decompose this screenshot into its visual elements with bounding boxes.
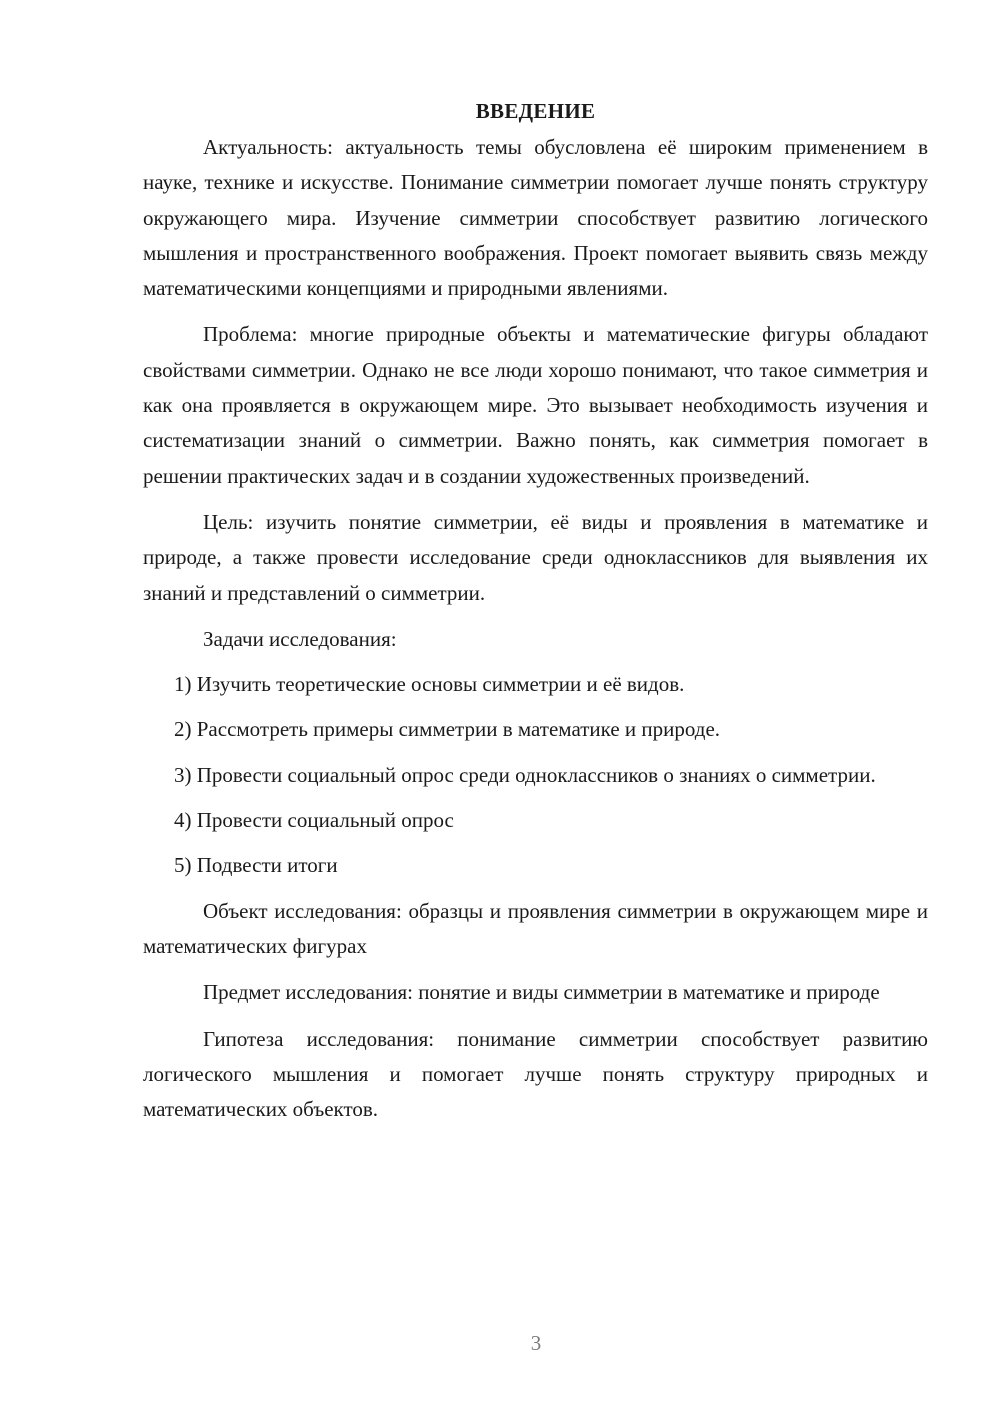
paragraph-problem: Проблема: многие природные объекты и математические фигуры обладают свойствами симметрии. Однако не все люди хорошо понимают, что такое симметрия и как она проявляется в окружающем мире. Это вызывает необходимость изучения и систематизации знаний о симметрии. Важно понять, как симметрия помогает в решении практических задач и в создании художественных произведений. [143,322,928,488]
paragraph-relevance: Актуальность: актуальность темы обусловлена её широким применением в науке, технике и искусстве. Понимание симметрии помогает лучше понять структуру окружающего мира. Изучение симметрии способствует развитию логического мышления и пространственного воображения. Проект помогает выявить связь между математическими концепциями и природными явлениями. [143,135,928,301]
paragraph-object: Объект исследования: образцы и проявления симметрии в окружающем мире и математических фигурах [143,898,928,958]
task-item-3: 3) Провести социальный опрос среди одноклассников о знаниях о симметрии. [174,762,876,787]
task-item-5: 5) Подвести итоги [174,853,338,878]
paragraph-subject: Предмет исследования: понятие и виды симметрии в математике и природе [203,980,880,1005]
paragraph-hypothesis: Гипотеза исследования: понимание симметрии способствует развитию логического мышления и помогает лучше понять структуру природных и математических объектов. [143,1026,928,1122]
paragraph-goal: Цель: изучить понятие симметрии, её виды и проявления в математике и природе, а также провести исследование среди одноклассников для выявления их знаний и представлений о симметрии. [143,509,928,605]
document-page [143,96,928,1138]
page-number: 3 [530,1331,542,1355]
task-item-4: 4) Провести социальный опрос [174,808,454,833]
section-heading: ВВЕДЕНИЕ [475,99,596,123]
tasks-title: Задачи исследования: [203,626,397,651]
task-item-2: 2) Рассмотреть примеры симметрии в математике и природе. [174,717,721,742]
task-item-1: 1) Изучить теоретические основы симметрии и её видов. [174,672,685,697]
